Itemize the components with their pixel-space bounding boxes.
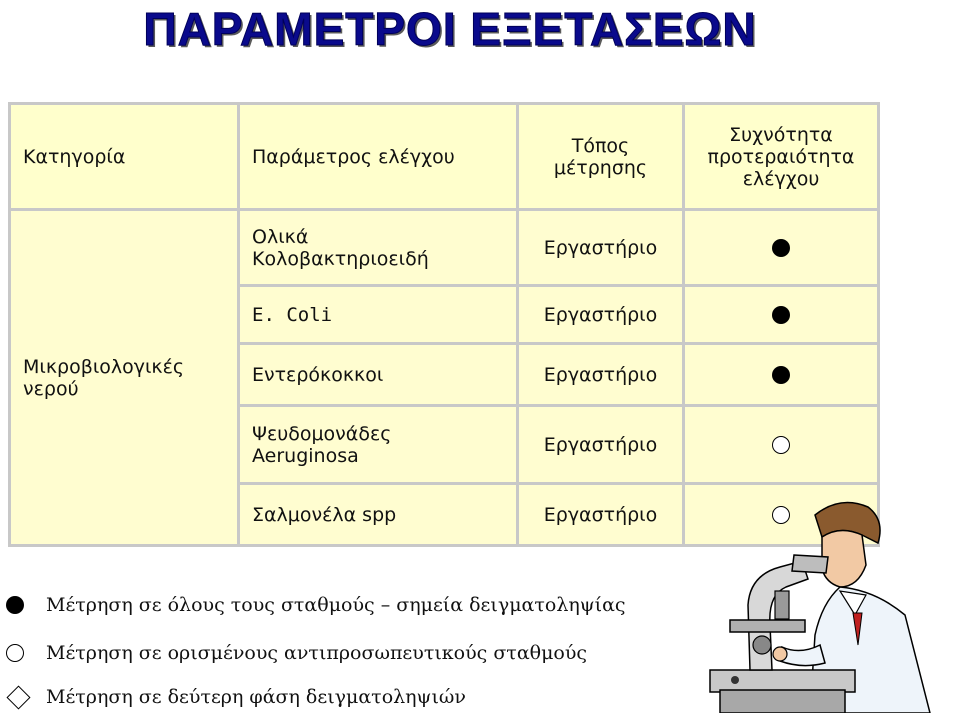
header-location-line1: Τόπος <box>571 134 630 157</box>
frequency-cell <box>684 344 879 406</box>
param-line2: Κολοβακτηριοειδή <box>252 247 429 270</box>
page-title: ΠΑΡΑΜΕΤΡΟΙ ΕΞΕΤΑΣΕΩΝ <box>143 3 757 55</box>
legend-item <box>6 594 626 616</box>
scientist-microscope-illustration <box>690 495 955 713</box>
empty-circle-icon <box>6 644 24 662</box>
filled-circle-icon <box>772 366 790 384</box>
legend-item <box>6 686 466 708</box>
legend-text: Μέτρηση σε δεύτερη φάση δειγματοληψιών <box>46 686 466 708</box>
header-frequency-line1: Συχνότητα <box>729 123 833 146</box>
legend-item <box>6 642 587 664</box>
filled-circle-icon <box>772 306 790 324</box>
location-cell: Εργαστήριο <box>518 210 684 286</box>
header-location <box>518 104 684 210</box>
parameters-table <box>8 102 880 547</box>
header-frequency-line2: προτεραιότητα <box>707 145 855 168</box>
table-row <box>10 210 879 286</box>
legend-text: Μέτρηση σε ορισμένους αντιπροσωπευτικούς σταθμούς <box>46 642 588 664</box>
frequency-cell <box>684 406 879 484</box>
frequency-cell <box>684 210 879 286</box>
location-cell: Εργαστήριο <box>518 406 684 484</box>
header-location-line2: μέτρησης <box>553 156 648 179</box>
param-line1: Ψευδομονάδες <box>252 422 392 445</box>
category-line1: Μικροβιολογικές <box>23 355 185 378</box>
filled-circle-icon <box>772 239 790 257</box>
param-cell <box>239 406 518 484</box>
header-frequency <box>684 104 879 210</box>
legend-text: Μέτρηση σε όλους τους σταθμούς – σημεία δειγματοληψίας <box>46 594 626 616</box>
table-header-row <box>10 104 879 210</box>
param-cell: Σαλμονέλα spp <box>239 484 518 546</box>
location-cell: Εργαστήριο <box>518 344 684 406</box>
param-cell: E. Coli <box>239 286 518 344</box>
frequency-cell <box>684 286 879 344</box>
empty-circle-icon <box>772 436 790 454</box>
param-line2: Aeruginosa <box>252 444 359 467</box>
filled-circle-icon <box>6 596 24 614</box>
param-line1: Ολικά <box>252 225 309 248</box>
category-line2: νερού <box>23 377 79 400</box>
header-parameter: Παράμετρος ελέγχου <box>239 104 518 210</box>
location-cell: Εργαστήριο <box>518 286 684 344</box>
param-cell <box>239 210 518 286</box>
location-cell: Εργαστήριο <box>518 484 684 546</box>
param-cell: Εντερόκοκκοι <box>239 344 518 406</box>
category-cell <box>10 210 239 546</box>
header-frequency-line3: ελέγχου <box>742 167 820 190</box>
diamond-icon <box>6 685 30 709</box>
header-category: Κατηγορία <box>10 104 239 210</box>
